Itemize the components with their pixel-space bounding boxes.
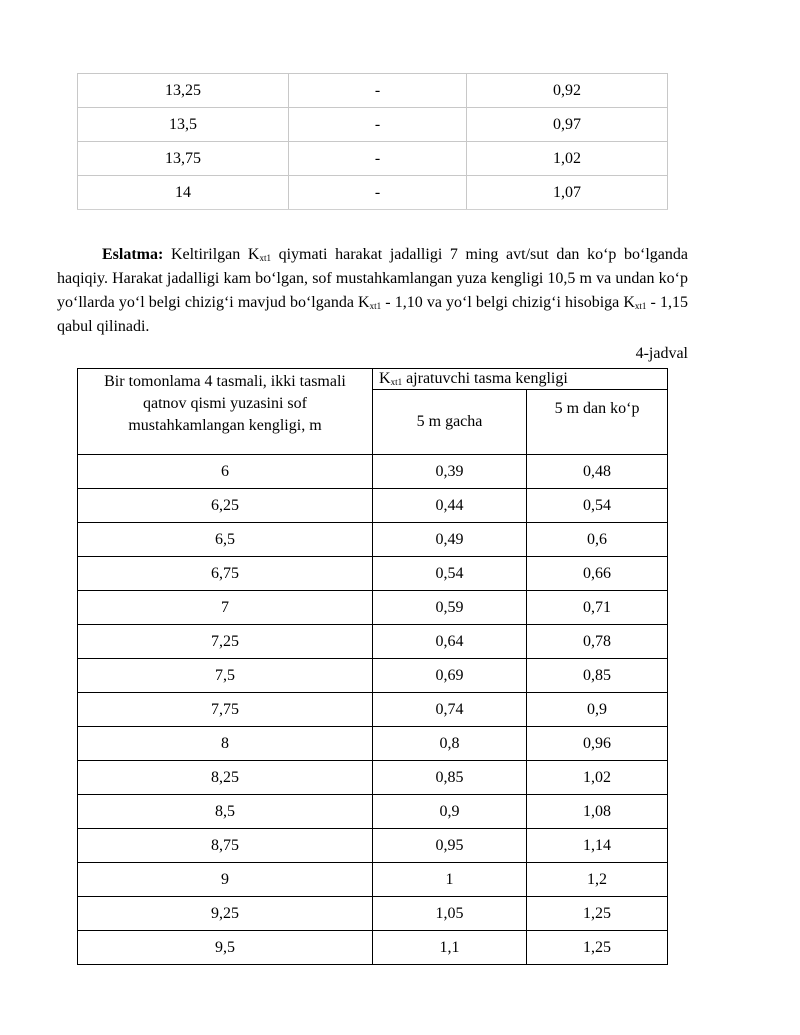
- table-cell: 0,54: [527, 489, 668, 523]
- table-cell: 1,25: [527, 931, 668, 965]
- table-cell: 8: [78, 727, 373, 761]
- note-text-4: - 1,15 qabul qilinadi.: [57, 294, 689, 335]
- table-row: [78, 591, 668, 625]
- note-text-1: Keltirilgan K: [163, 246, 260, 263]
- table-row: [78, 74, 668, 108]
- table-cell: 1,14: [527, 829, 668, 863]
- header-up-to-5m: 5 m gacha: [373, 390, 527, 455]
- table-row: [78, 625, 668, 659]
- table-cell: 1,07: [467, 176, 668, 210]
- table-cell: 0,8: [373, 727, 527, 761]
- table-cell: 9,25: [78, 897, 373, 931]
- table-cell: 0,59: [373, 591, 527, 625]
- table-4-body: [78, 455, 668, 965]
- table-cell: 6: [78, 455, 373, 489]
- table-cell: 1,08: [527, 795, 668, 829]
- table-cell: 0,9: [373, 795, 527, 829]
- note-subscript-3: xt1: [634, 301, 647, 311]
- table-row: [78, 659, 668, 693]
- table-cell: 0,96: [527, 727, 668, 761]
- table-4: [77, 368, 668, 965]
- table-row: [78, 523, 668, 557]
- table-cell: 1,02: [467, 142, 668, 176]
- table-row: [78, 557, 668, 591]
- table-row: [78, 455, 668, 489]
- table-cell: 7,75: [78, 693, 373, 727]
- table-cell: 0,44: [373, 489, 527, 523]
- table-cell: 9: [78, 863, 373, 897]
- table-cell: 9,5: [78, 931, 373, 965]
- table-cell: 0,64: [373, 625, 527, 659]
- table-cell: -: [289, 176, 467, 210]
- table-row: [78, 108, 668, 142]
- table-row: [78, 142, 668, 176]
- table-cell: 1,1: [373, 931, 527, 965]
- table-cell: 0,97: [467, 108, 668, 142]
- table-cell: 1,05: [373, 897, 527, 931]
- table-row: [78, 176, 668, 210]
- header-group-prefix: K: [379, 370, 391, 387]
- table-cell: 0,71: [527, 591, 668, 625]
- table-row: [78, 931, 668, 965]
- header-over-5m: 5 m dan ko‘p: [527, 390, 668, 455]
- table-row: [78, 795, 668, 829]
- table-cell: 0,78: [527, 625, 668, 659]
- table-cell: 7,5: [78, 659, 373, 693]
- table-cell: 0,54: [373, 557, 527, 591]
- table-cell: 0,49: [373, 523, 527, 557]
- table-cell: 0,69: [373, 659, 527, 693]
- table-cell: 1: [373, 863, 527, 897]
- table-cell: 13,75: [78, 142, 289, 176]
- table-row: [78, 829, 668, 863]
- table-cell: 8,25: [78, 761, 373, 795]
- table-cell: 1,25: [527, 897, 668, 931]
- note-text-3: - 1,10 va yo‘l belgi chizig‘i hisobiga K: [381, 294, 635, 311]
- table-cell: 0,74: [373, 693, 527, 727]
- note-subscript-1: xt1: [259, 253, 271, 263]
- table-cell: 13,25: [78, 74, 289, 108]
- table-cell: 0,6: [527, 523, 668, 557]
- table-cell: 6,5: [78, 523, 373, 557]
- header-width-column: Bir tomonlama 4 tasmali, ikki tasmali qatnov qismi yuzasini sof mustahkamlangan kengligi, m: [78, 369, 373, 455]
- table-cell: 1,02: [527, 761, 668, 795]
- table-row: [78, 761, 668, 795]
- table-cell: -: [289, 74, 467, 108]
- table-cell: 13,5: [78, 108, 289, 142]
- note-paragraph: [57, 243, 688, 339]
- table-cell: 8,5: [78, 795, 373, 829]
- table-cell: 7: [78, 591, 373, 625]
- table-cell: -: [289, 108, 467, 142]
- table-cell: 0,95: [373, 829, 527, 863]
- note-label: Eslatma:: [102, 246, 164, 263]
- table-number: 4-jadval: [635, 345, 688, 362]
- table-row: [78, 693, 668, 727]
- table-cell: 8,75: [78, 829, 373, 863]
- table-cell: 0,39: [373, 455, 527, 489]
- table-cell: 0,85: [373, 761, 527, 795]
- continued-table: [77, 73, 668, 210]
- table-row: [78, 897, 668, 931]
- table-cell: 7,25: [78, 625, 373, 659]
- table-header-row: [78, 369, 668, 390]
- continued-table-body: [78, 74, 668, 210]
- table-row: [78, 727, 668, 761]
- table-cell: 14: [78, 176, 289, 210]
- table-cell: 0,92: [467, 74, 668, 108]
- table-cell: 6,75: [78, 557, 373, 591]
- header-group-kxt1: [373, 369, 668, 390]
- table-cell: 0,9: [527, 693, 668, 727]
- table-cell: -: [289, 142, 467, 176]
- table-cell: 0,66: [527, 557, 668, 591]
- table-cell: 0,48: [527, 455, 668, 489]
- header-group-subscript: xt1: [390, 377, 403, 387]
- note-text-2: qiymati harakat jadalligi 7 ming avt/sut dan ko‘p bo‘lganda haqiqiy. Harakat jadalligi kam bo‘lgan, sof mustahkamlangan yuza kengligi 10,5 m va undan ko‘p yo‘llarda yo‘l belgi chizig‘i mavjud bo‘lganda K: [57, 246, 688, 311]
- table-row: [78, 489, 668, 523]
- header-group-suffix: ajratuvchi tasma kengligi: [402, 370, 568, 387]
- note-subscript-2: xt1: [369, 301, 382, 311]
- table-cell: 6,25: [78, 489, 373, 523]
- table-cell: 1,2: [527, 863, 668, 897]
- table-row: [78, 863, 668, 897]
- table-cell: 0,85: [527, 659, 668, 693]
